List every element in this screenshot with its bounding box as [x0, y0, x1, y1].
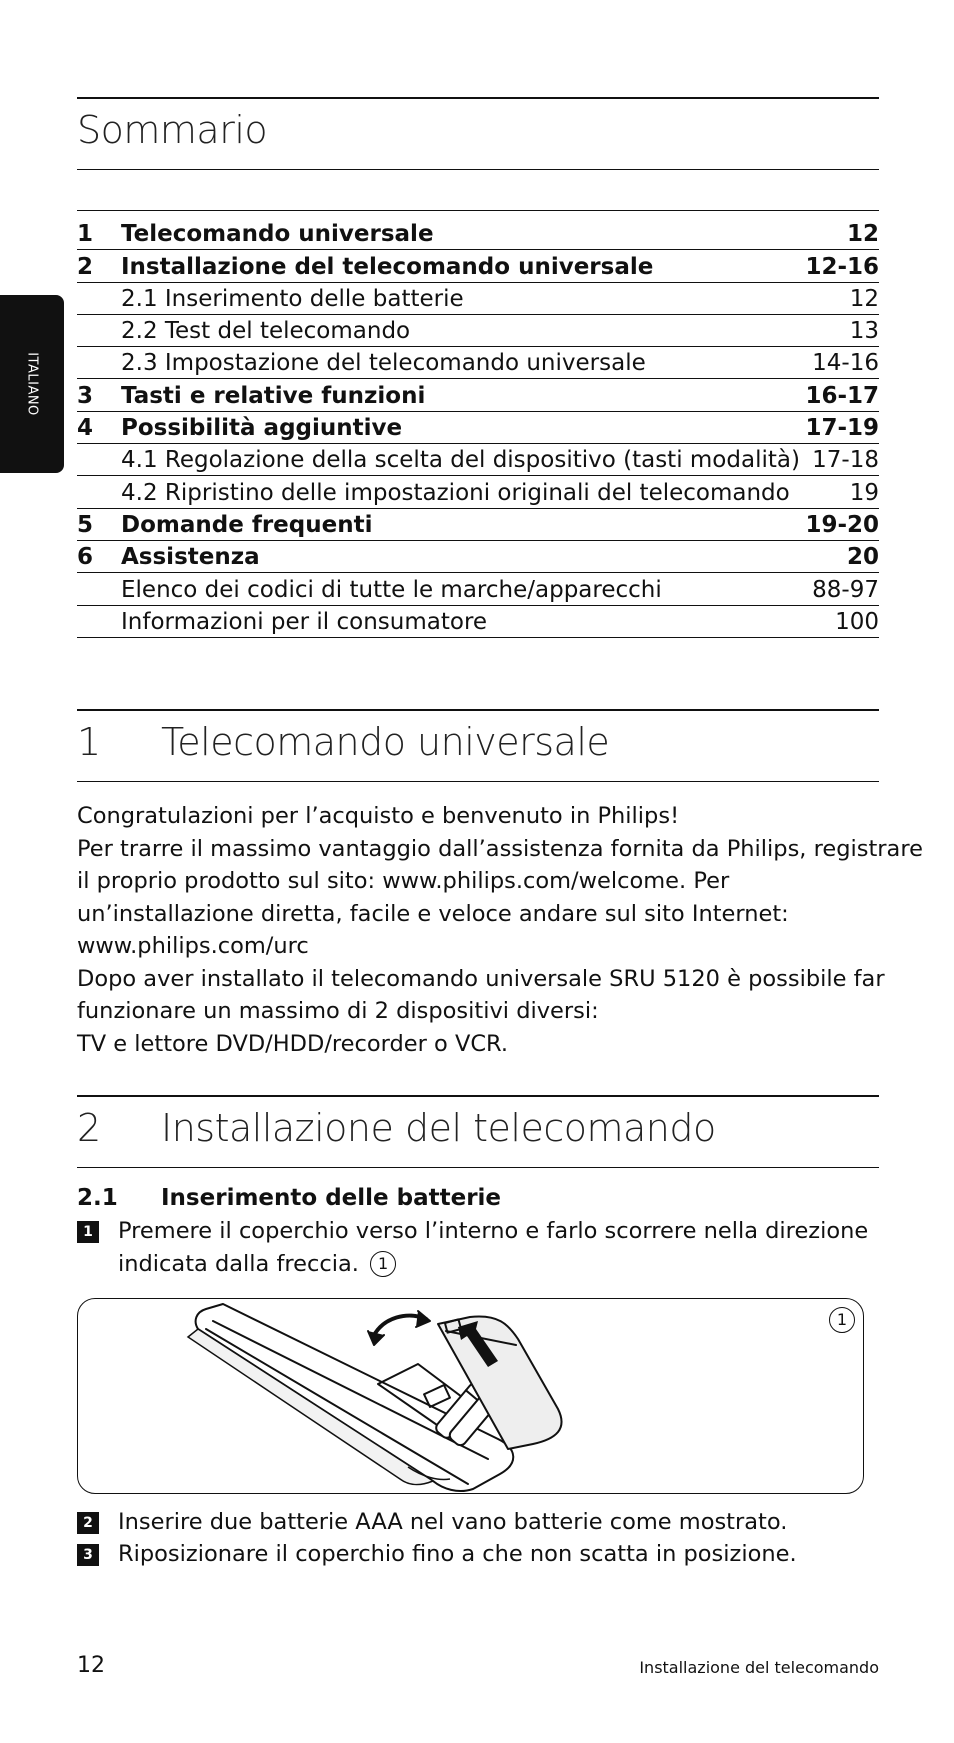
section2-bottom-rule — [77, 1167, 879, 1168]
toc-pages: 17-18 — [812, 447, 879, 474]
toc-pages: 20 — [846, 544, 879, 571]
toc-row — [77, 218, 879, 250]
toc-row — [77, 412, 879, 444]
toc-pages: 100 — [835, 608, 879, 635]
table-of-contents — [77, 218, 879, 638]
section2-top-rule — [77, 1095, 879, 1097]
step-1-line2-text: indicata dalla freccia. — [118, 1250, 359, 1277]
toc-pages: 12-16 — [805, 253, 879, 280]
section1-number: 1 — [77, 720, 101, 764]
toc-pages: 12 — [849, 285, 879, 312]
step-1-line1: Premere il coperchio verso l’interno e farlo scorrere nella direzione — [118, 1218, 869, 1244]
toc-title: 2.1 Inserimento delle batterie — [121, 285, 464, 312]
toc-title: 4.1 Regolazione della scelta del dispositivo (tasti modalità) — [121, 447, 800, 474]
toc-pages: 13 — [849, 318, 879, 345]
toc-title: Domande frequenti — [121, 511, 373, 538]
sommario-title: Sommario — [77, 108, 268, 152]
toc-row — [77, 444, 879, 476]
step-1-badge: 1 — [77, 1221, 99, 1243]
toc-pages: 12 — [846, 221, 879, 248]
toc-top-rule — [77, 210, 879, 211]
figure-number: 1 — [829, 1307, 855, 1333]
toc-title: Assistenza — [121, 544, 260, 571]
page-number: 12 — [77, 1653, 105, 1678]
toc-number: 1 — [77, 221, 94, 248]
body-line: TV e lettore DVD/HDD/recorder o VCR. — [77, 1030, 509, 1057]
toc-number: 3 — [77, 382, 94, 409]
toc-pages: 16-17 — [805, 382, 879, 409]
body-line: un’installazione diretta, facile e veloce andare sul sito Internet: — [77, 900, 789, 927]
subsection-heading — [77, 1185, 501, 1211]
toc-title: Informazioni per il consumatore — [121, 608, 488, 635]
step-3-text: Riposizionare il coperchio fino a che non scatta in posizione. — [118, 1541, 797, 1567]
toc-title: Tasti e relative funzioni — [121, 382, 426, 409]
toc-pages: 14-16 — [812, 350, 879, 377]
toc-title: 2.2 Test del telecomando — [121, 318, 411, 345]
section2-title: Installazione del telecomando — [161, 1106, 716, 1150]
toc-title: 2.3 Impostazione del telecomando universale — [121, 350, 646, 377]
toc-pages: 19 — [849, 479, 879, 506]
language-tab-label: ITALIANO — [24, 352, 40, 416]
toc-row — [77, 509, 879, 541]
header-rule — [77, 97, 879, 99]
battery-figure — [77, 1298, 864, 1494]
step-1-text — [118, 1215, 868, 1280]
section2-heading — [77, 1106, 716, 1150]
section1-body — [77, 800, 923, 1060]
body-line: funzionare un massimo di 2 dispositivi diversi: — [77, 998, 599, 1024]
toc-pages: 88-97 — [812, 576, 879, 603]
toc-number: 6 — [77, 544, 94, 571]
step-1-line2 — [118, 1248, 868, 1281]
sommario-rule — [77, 169, 879, 170]
body-line: www.philips.com/urc — [77, 933, 309, 959]
section1-bottom-rule — [77, 781, 879, 782]
body-line: Per trarre il massimo vantaggio dall’assistenza fornita da Philips, registrare — [77, 835, 923, 862]
subsection-title: Inserimento delle batterie — [161, 1185, 502, 1211]
toc-row — [77, 379, 879, 411]
toc-pages: 19-20 — [805, 511, 879, 538]
remote-battery-illustration — [78, 1299, 864, 1494]
section1-top-rule — [77, 709, 879, 711]
toc-row — [77, 315, 879, 347]
toc-title: 4.2 Ripristino delle impostazioni originali del telecomando — [121, 479, 790, 506]
toc-title: Telecomando universale — [121, 221, 434, 248]
toc-row — [77, 283, 879, 315]
step-2-badge: 2 — [77, 1512, 99, 1534]
body-line: Congratulazioni per l’acquisto e benvenuto in Philips! — [77, 803, 680, 829]
toc-row — [77, 347, 879, 379]
toc-title: Elenco dei codici di tutte le marche/apparecchi — [121, 576, 662, 603]
body-line: Dopo aver installato il telecomando universale SRU 5120 è possibile far — [77, 965, 885, 992]
toc-row — [77, 573, 879, 605]
section1-title: Telecomando universale — [161, 720, 610, 764]
toc-row — [77, 476, 879, 508]
language-tab — [0, 295, 64, 473]
subsection-number: 2.1 — [77, 1185, 118, 1211]
toc-row — [77, 250, 879, 282]
section1-heading — [77, 720, 609, 764]
body-line: il proprio prodotto sul sito: www.philips.com/welcome. Per — [77, 868, 730, 894]
step-3-badge: 3 — [77, 1544, 99, 1566]
toc-number: 5 — [77, 511, 94, 538]
step-2-text: Inserire due batterie AAA nel vano batterie come mostrato. — [118, 1509, 788, 1535]
toc-title: Installazione del telecomando universale — [121, 253, 654, 280]
section2-number: 2 — [77, 1106, 101, 1150]
toc-pages: 17-19 — [805, 415, 879, 442]
footer-section: Installazione del telecomando — [639, 1658, 879, 1677]
figure-ref-circled: 1 — [370, 1251, 396, 1277]
toc-number: 4 — [77, 415, 94, 442]
toc-row — [77, 541, 879, 573]
toc-number: 2 — [77, 253, 94, 280]
toc-row — [77, 606, 879, 638]
toc-title: Possibilità aggiuntive — [121, 415, 403, 442]
